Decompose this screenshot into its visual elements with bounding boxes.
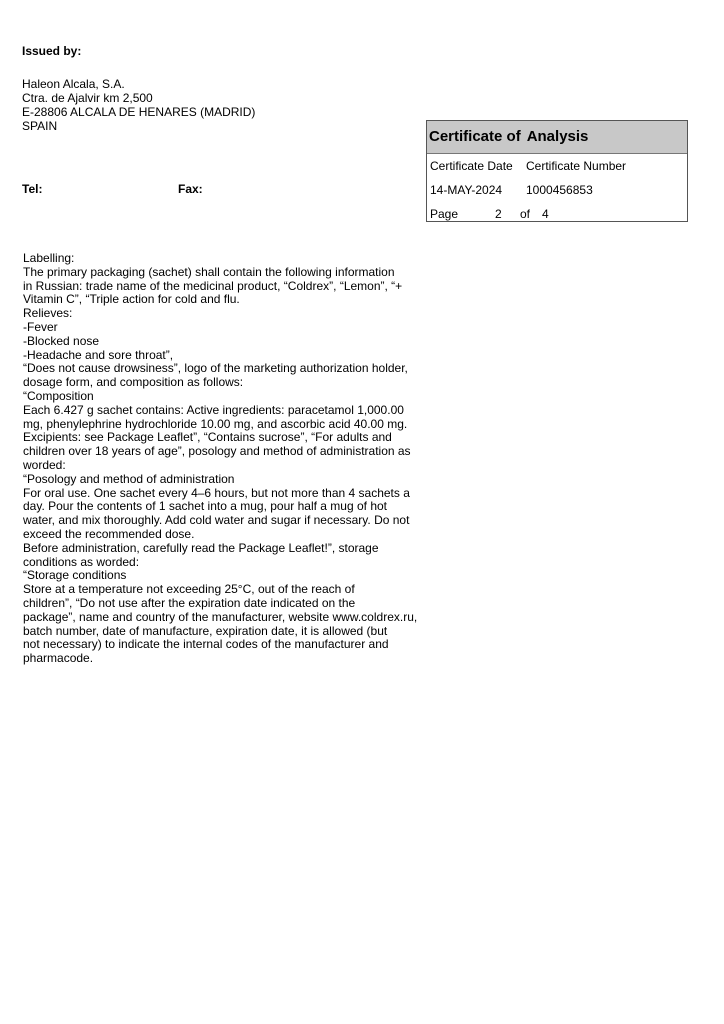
text-line: Vitamin C”, “Triple action for cold and flu.: [23, 292, 240, 307]
text-line: -Fever: [23, 319, 58, 334]
text-line: worded:: [23, 457, 66, 472]
text-line: dosage form, and composition as follows:: [23, 375, 244, 390]
address-line: Haleon Alcala, S.A.: [22, 77, 125, 91]
certificate-date: 14-MAY-2024: [430, 183, 503, 197]
labelling-text: [23, 252, 433, 666]
certificate-number: 1000456853: [526, 183, 593, 197]
certificate-title-word1: Certificate of: [429, 128, 521, 145]
fax-label: Fax:: [178, 182, 203, 196]
text-line: conditions as worded:: [23, 554, 140, 569]
text-line: Each 6.427 g sachet contains: Active ingredients: paracetamol 1,000.00: [23, 402, 404, 417]
page-indicator: [427, 202, 687, 226]
text-line: -Blocked nose: [23, 333, 100, 348]
certificate-labels-row: [427, 154, 687, 178]
text-line: Store at a temperature not exceeding 25°C, out of the reach of: [23, 582, 355, 597]
text-line: exceed the recommended dose.: [23, 526, 195, 541]
text-line: “Composition: [23, 388, 94, 403]
text-line: in Russian: trade name of the medicinal product, “Coldrex”, “Lemon”, “+: [23, 278, 403, 293]
certificate-box: [426, 120, 688, 222]
text-line: “Posology and method of administration: [23, 471, 235, 486]
address-line: SPAIN: [22, 119, 58, 133]
text-line: Relieves:: [23, 306, 73, 321]
page-of: of: [520, 207, 531, 221]
address-line: E-28806 ALCALA DE HENARES (MADRID): [22, 105, 256, 119]
certificate-number-label: Certificate Number: [526, 159, 627, 173]
text-line: day. Pour the contents of 1 sachet into a mug, pour half a mug of hot: [23, 499, 388, 514]
text-line: package”, name and country of the manufacturer, website www.coldrex.ru,: [23, 609, 418, 624]
certificate-title-word2: Analysis: [526, 128, 589, 145]
text-line: “Does not cause drowsiness”, logo of the marketing authorization holder,: [23, 361, 408, 376]
page-total: 4: [542, 207, 549, 221]
text-line: children over 18 years of age”, posology and method of administration as: [23, 444, 411, 459]
issued-by-label: Issued by:: [22, 44, 82, 58]
text-line: not necessary) to indicate the internal codes of the manufacturer and: [23, 637, 389, 652]
page-current: 2: [495, 207, 502, 221]
text-line: mg, phenylephrine hydrochloride 10.00 mg, and ascorbic acid 40.00 mg.: [23, 416, 408, 431]
tel-label: Tel:: [22, 182, 43, 196]
text-line: “Storage conditions: [23, 568, 127, 583]
text-line: For oral use. One sachet every 4–6 hours, but not more than 4 sachets a: [23, 485, 410, 500]
certificate-date-label: Certificate Date: [430, 159, 513, 173]
certificate-values-row: [427, 178, 687, 202]
address-line: Ctra. de Ajalvir km 2,500: [22, 91, 153, 105]
text-line: batch number, date of manufacture, expiration date, it is allowed (but: [23, 623, 388, 638]
text-line: Labelling:: [23, 251, 75, 265]
text-line: The primary packaging (sachet) shall contain the following information: [23, 264, 395, 279]
text-line: -Headache and sore throat”,: [23, 347, 174, 362]
text-line: water, and mix thoroughly. Add cold water and sugar if necessary. Do not: [23, 513, 410, 528]
text-line: Excipients: see Package Leaflet”, “Contains sucrose”, “For adults and: [23, 430, 392, 445]
text-line: Before administration, carefully read the Package Leaflet!”, storage: [23, 540, 379, 555]
certificate-title: [427, 121, 687, 154]
issuer-address: [22, 77, 255, 133]
text-line: pharmacode.: [23, 651, 94, 666]
page-label: Page: [430, 207, 459, 221]
text-line: children”, “Do not use after the expiration date indicated on the: [23, 595, 356, 610]
